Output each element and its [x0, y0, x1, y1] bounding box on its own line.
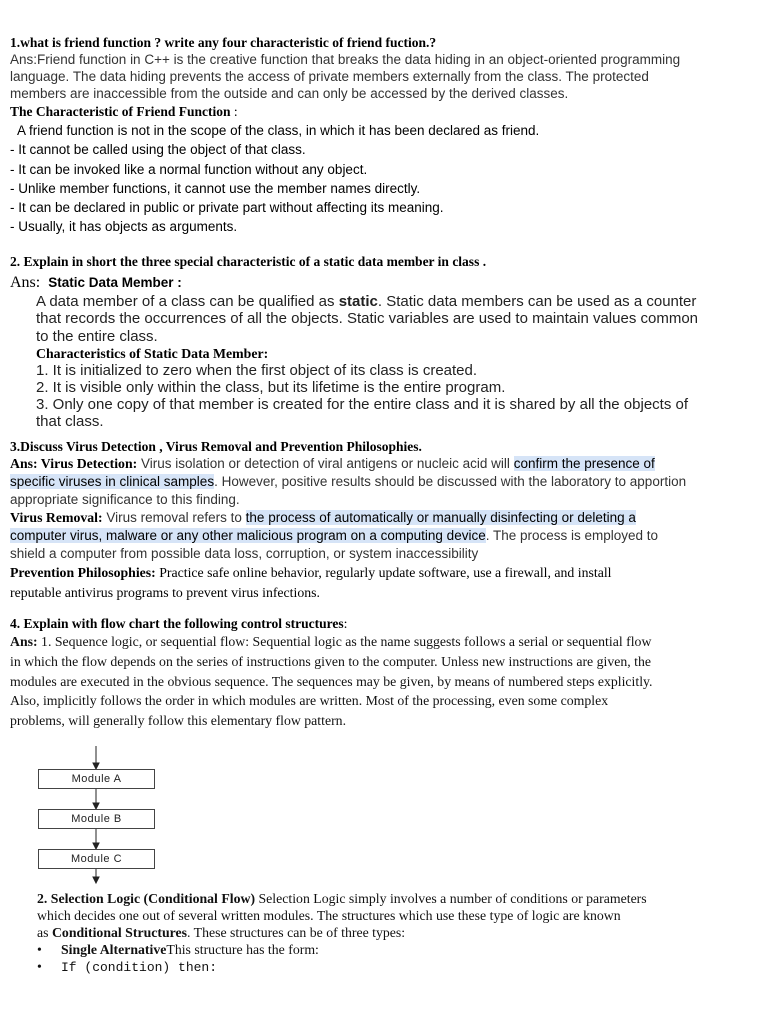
q3-removal [10, 509, 730, 563]
q3-line [10, 563, 730, 583]
q3-line [10, 527, 730, 545]
list-item: 3. Only one copy of that member is created for the entire class and it is shared by all the objects of [36, 395, 689, 413]
q4-line: Also, implicitly follows the order in which modules are written. Most of the processing, even some complex [10, 693, 609, 709]
q2-para-line [36, 293, 730, 311]
q2-sub-heading: Static Data Member : [48, 274, 182, 290]
q3-line [10, 473, 730, 491]
flow-module-b: Module B [38, 809, 155, 829]
q4-text: 1. Sequence logic, or sequential flow: Sequential logic as the name suggests follows a serial or sequential flow [37, 634, 652, 650]
q1-answer-line: language. The data hiding prevents the access of private members externally from the class. The protected [10, 69, 649, 84]
q3-detection-label: Ans: Virus Detection: [10, 456, 138, 472]
sel-bold: Conditional Structures [51, 925, 187, 940]
list-item: A friend function is not in the scope of the class, in which it has been declared as friend. [17, 123, 540, 138]
q1-title: 1.what is friend function ? write any four characteristic of friend fuction.? [10, 35, 437, 50]
q3-detection [10, 455, 730, 509]
sel-line [37, 924, 737, 941]
q2-ans-label: Ans: [10, 273, 41, 291]
q3-highlight: specific viruses in clinical samples [10, 474, 215, 490]
q3-line [10, 509, 730, 527]
list-item: - It can be invoked like a normal function without any object. [10, 161, 368, 177]
q3-removal-label: Virus Removal: [10, 510, 103, 526]
list-item: - It cannot be called using the object of that class. [10, 142, 306, 158]
q2-ans-row [10, 273, 730, 293]
q3-text: . However, positive results should be discussed with the laboratory to apportion [214, 474, 687, 490]
q3-text: . The process is employed to [485, 528, 659, 544]
q3-prevention [10, 563, 730, 602]
sequence-flowchart [38, 746, 158, 886]
q2-points [36, 363, 730, 430]
q3-text: Practice safe online behavior, regularly update software, use a firewall, and install [155, 565, 612, 581]
sel-line [37, 890, 737, 907]
sel-text: as [37, 925, 52, 940]
sel-text: Selection Logic simply involves a number of conditions or parameters [255, 891, 647, 906]
q2-para-line: that records the occurrences of all the objects. Static variables are used to maintain values common [36, 310, 698, 328]
q1-characteristic-heading [10, 103, 730, 121]
list-item: 2. It is visible only within the class, but its lifetime is the entire program. [36, 379, 506, 397]
list-item [37, 958, 737, 976]
q4-title-row [10, 615, 730, 632]
q3-line: shield a computer from possible data loss, corruption, or system inaccessibility [10, 546, 479, 562]
sel-text: . These structures can be of three types: [187, 925, 406, 940]
q1-answer [10, 51, 730, 102]
q3-text: Virus removal refers to [102, 510, 246, 526]
q2-paragraph [10, 293, 730, 431]
list-item: 1. It is initialized to zero when the first object of its class is created. [36, 362, 478, 380]
q3-line: appropriate significance to this finding. [10, 492, 240, 508]
flow-module-c: Module C [38, 849, 155, 869]
q3-line: reputable antivirus programs to prevent virus infections. [10, 584, 320, 600]
q3-highlight: computer virus, malware or any other malicious program on a computing device [10, 528, 486, 544]
q3-text: Virus isolation or detection of viral antigens or nucleic acid will [137, 456, 514, 472]
q2-para-text: . Static data members can be used as a counter [377, 292, 697, 310]
q1-char-colon: : [230, 104, 238, 119]
q2-static-bold: static [338, 292, 378, 310]
bullet-icon: • [37, 959, 42, 974]
q2-para-line: to the entire class. [36, 327, 158, 345]
q4-line: modules are executed in the obvious sequence. The sequences may be given, by means of numbered steps explicitly. [10, 673, 653, 689]
q1-char-heading-text: The Characteristic of Friend Function [10, 104, 231, 119]
bullet-text: This structure has the form: [166, 942, 319, 957]
q3-highlight: confirm the presence of [513, 456, 655, 472]
q4-ans-label: Ans: [10, 634, 38, 650]
q3-title: 3.Discuss Virus Detection , Virus Removal and Prevention Philosophies. [10, 439, 422, 455]
bullet-icon: • [37, 942, 42, 957]
q2-char-heading: Characteristics of Static Data Member: [36, 346, 269, 362]
list-item: - Usually, it has objects as arguments. [10, 219, 238, 235]
q2-para-text: A data member of a class can be qualified as [36, 292, 339, 310]
flow-module-a: Module A [38, 769, 155, 789]
q2-title: 2. Explain in short the three special characteristic of a static data member in class . [10, 253, 487, 269]
document-page [10, 34, 730, 730]
list-item: - Unlike member functions, it cannot use the member names directly. [10, 180, 421, 196]
bullet-code: If (condition) then: [61, 960, 218, 975]
selection-logic-section [37, 890, 737, 976]
q4-line: problems, will generally follow this elementary flow pattern. [10, 712, 347, 728]
q4-title: 4. Explain with flow chart the following control structures [10, 616, 344, 632]
q1-characteristic-list [10, 121, 730, 237]
list-item [37, 941, 737, 958]
q4-line: in which the flow depends on the series of instructions given to the computer. Unless new instructions are given, the [10, 654, 652, 670]
list-item: that class. [36, 412, 104, 430]
q4-sequence-paragraph [10, 632, 730, 730]
q3-prevention-label: Prevention Philosophies: [10, 565, 156, 581]
q1-answer-line: members are inaccessible from the outside and can only be accessed by the derived classes. [10, 86, 569, 101]
q4-title-colon: : [343, 616, 348, 632]
bullet-label: Single Alternative [61, 942, 167, 957]
q4-line [10, 632, 730, 652]
sel-line: which decides one out of several written modules. The structures which use these type of logic are known [37, 908, 621, 923]
q1-answer-line: Ans:Friend function in C++ is the creative function that breaks the data hiding in an object-oriented programming [10, 52, 681, 67]
q3-line [10, 455, 730, 473]
list-item: - It can be declared in public or private part without affecting its meaning. [10, 200, 444, 216]
q3-highlight: the process of automatically or manually disinfecting or deleting a [245, 510, 636, 526]
sel-label: 2. Selection Logic (Conditional Flow) [37, 891, 256, 906]
